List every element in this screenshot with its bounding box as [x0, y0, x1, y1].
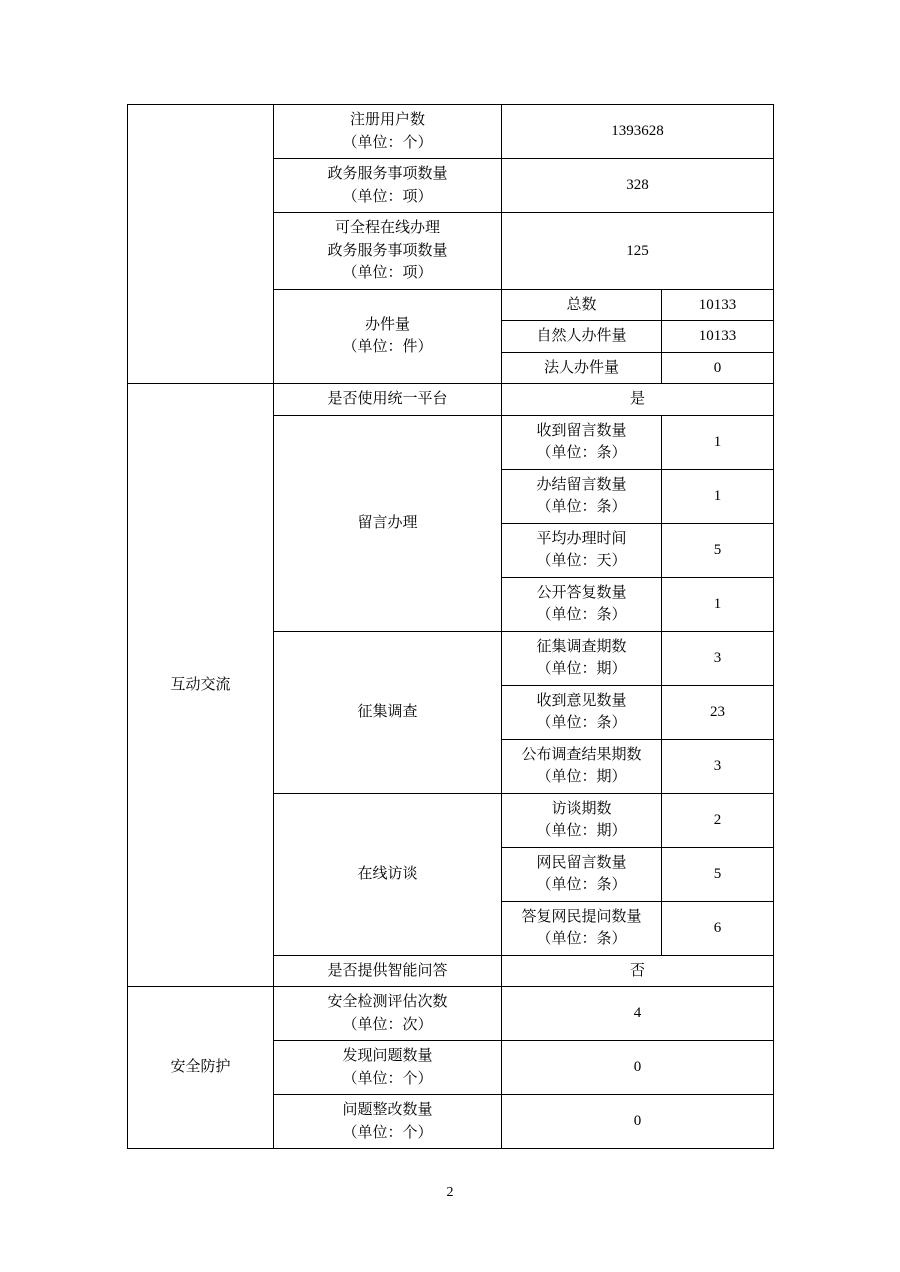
value-case-natural-person: 10133 [662, 321, 774, 353]
page-number: 2 [446, 1185, 454, 1200]
sublabel-published-results: 公布调查结果期数 （单位：期） [502, 739, 662, 793]
value-smart-qa: 否 [502, 955, 774, 987]
sublabel-survey-sessions: 征集调查期数 （单位：期） [502, 631, 662, 685]
value-online-service-items: 125 [502, 213, 774, 290]
sublabel-messages-completed: 办结留言数量 （单位：条） [502, 469, 662, 523]
label-survey: 征集调查 [274, 631, 502, 793]
label-security-assessments: 安全检测评估次数 （单位：次） [274, 987, 502, 1041]
value-messages-completed: 1 [662, 469, 774, 523]
value-registered-users: 1393628 [502, 105, 774, 159]
label-case-volume: 办件量 （单位：件） [274, 289, 502, 384]
sublabel-average-handling-time: 平均办理时间 （单位：天） [502, 523, 662, 577]
sublabel-messages-received: 收到留言数量 （单位：条） [502, 415, 662, 469]
label-service-items: 政务服务事项数量 （单位：项） [274, 159, 502, 213]
category-cell-interaction: 互动交流 [128, 384, 274, 987]
value-service-items: 328 [502, 159, 774, 213]
sublabel-netizen-replies: 答复网民提问数量 （单位：条） [502, 901, 662, 955]
value-messages-received: 1 [662, 415, 774, 469]
sublabel-interview-sessions: 访谈期数 （单位：期） [502, 793, 662, 847]
sublabel-case-natural-person: 自然人办件量 [502, 321, 662, 353]
table-row [128, 384, 774, 416]
value-opinions-received: 23 [662, 685, 774, 739]
sublabel-public-replies: 公开答复数量 （单位：条） [502, 577, 662, 631]
label-issues-fixed: 问题整改数量 （单位：个） [274, 1095, 502, 1149]
table-row [128, 105, 774, 159]
value-case-legal-person: 0 [662, 352, 774, 384]
value-case-total: 10133 [662, 289, 774, 321]
table-row [128, 987, 774, 1041]
sublabel-opinions-received: 收到意见数量 （单位：条） [502, 685, 662, 739]
value-issues-found: 0 [502, 1041, 774, 1095]
value-issues-fixed: 0 [502, 1095, 774, 1149]
label-message-handling: 留言办理 [274, 415, 502, 631]
value-average-handling-time: 5 [662, 523, 774, 577]
annual-report-table [127, 104, 774, 1149]
value-survey-sessions: 3 [662, 631, 774, 685]
label-online-interview: 在线访谈 [274, 793, 502, 955]
value-public-replies: 1 [662, 577, 774, 631]
label-registered-users: 注册用户数 （单位：个） [274, 105, 502, 159]
label-unified-platform: 是否使用统一平台 [274, 384, 502, 416]
label-online-service-items: 可全程在线办理 政务服务事项数量 （单位：项） [274, 213, 502, 290]
label-issues-found: 发现问题数量 （单位：个） [274, 1041, 502, 1095]
category-cell-blank [128, 105, 274, 384]
value-published-results: 3 [662, 739, 774, 793]
value-security-assessments: 4 [502, 987, 774, 1041]
category-cell-security: 安全防护 [128, 987, 274, 1149]
value-unified-platform: 是 [502, 384, 774, 416]
sublabel-case-total: 总数 [502, 289, 662, 321]
value-netizen-messages: 5 [662, 847, 774, 901]
label-smart-qa: 是否提供智能问答 [274, 955, 502, 987]
sublabel-netizen-messages: 网民留言数量 （单位：条） [502, 847, 662, 901]
sublabel-case-legal-person: 法人办件量 [502, 352, 662, 384]
report-table-wrapper [127, 104, 773, 1149]
value-netizen-replies: 6 [662, 901, 774, 955]
value-interview-sessions: 2 [662, 793, 774, 847]
